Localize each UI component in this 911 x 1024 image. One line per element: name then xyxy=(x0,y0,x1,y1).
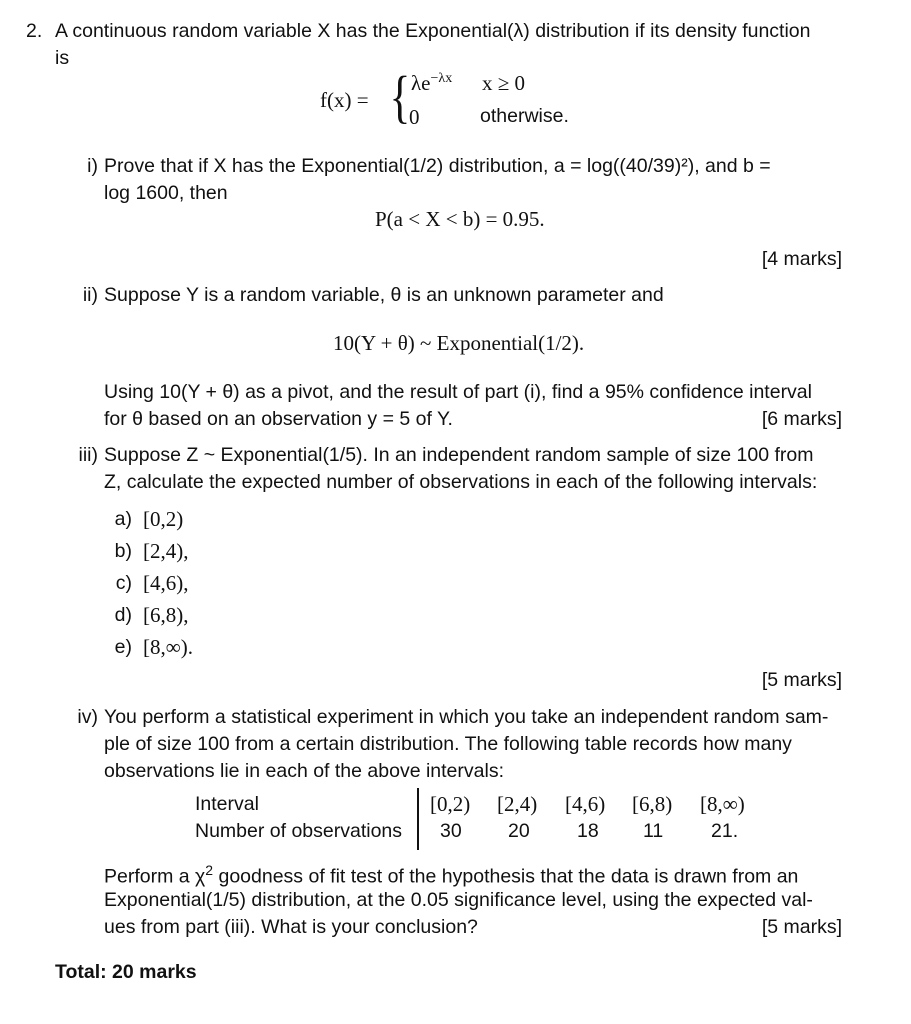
interval-item-d-label: d) xyxy=(114,604,132,626)
density-case1-condition: x ≥ 0 xyxy=(482,71,526,95)
part-iii-label: iii) xyxy=(78,444,98,466)
question-intro-line2: is xyxy=(55,47,70,69)
question-number: 2. xyxy=(26,20,43,42)
density-case2-expr: 0 xyxy=(409,105,420,129)
density-case2-condition: otherwise. xyxy=(480,105,569,127)
table-count-3: 18 xyxy=(577,820,599,842)
part-i-label: i) xyxy=(87,155,98,177)
part-iii-line1: Suppose Z ~ Exponential(1/5). In an independent random sample of size 100 from xyxy=(104,444,814,466)
part-iii-marks: [5 marks] xyxy=(761,669,842,691)
table-row-header-count: Number of observations xyxy=(195,820,403,842)
interval-item-e: [8,∞). xyxy=(143,635,193,659)
part-ii-line1: Suppose Y is a random variable, θ is an unknown parameter and xyxy=(104,284,664,306)
table-interval-4: [6,8) xyxy=(632,792,673,816)
table-interval-1: [0,2) xyxy=(430,792,471,816)
table-count-2: 20 xyxy=(508,820,530,842)
part-i-line2: log 1600, then xyxy=(104,182,228,204)
part-ii-label: ii) xyxy=(82,284,98,306)
density-lhs: f(x) = xyxy=(320,88,369,112)
part-iv-line2: ple of size 100 from a certain distribution. The following table records how many xyxy=(104,733,792,755)
interval-item-c-label: c) xyxy=(115,572,132,594)
part-ii-line2: Using 10(Y + θ) as a pivot, and the result of part (i), find a 95% confidence interval xyxy=(104,381,812,403)
interval-item-c: [4,6), xyxy=(143,571,189,595)
interval-item-a: [0,2) xyxy=(143,507,184,531)
part-iv-line4: Perform a $\chi^2$ goodness of fit test of the hypothesis that the data is drawn from an xyxy=(104,862,799,888)
part-i-display-equation: P(a < X < b) = 0.95. xyxy=(375,207,545,231)
part-ii-display-equation: 10(Y + θ) ~ Exponential(1/2). xyxy=(333,331,585,355)
question-intro-line1: A continuous random variable X has the Exponential(λ) distribution if its density function xyxy=(55,20,811,42)
part-iv-line3: observations lie in each of the above intervals: xyxy=(104,760,504,782)
table-count-1: 30 xyxy=(440,820,462,842)
table-interval-2: [2,4) xyxy=(497,792,538,816)
interval-item-b: [2,4), xyxy=(143,539,189,563)
part-i-marks: [4 marks] xyxy=(761,248,842,270)
part-iv-line6: ues from part (iii). What is your conclusion? xyxy=(104,916,478,938)
table-count-5: 21. xyxy=(711,820,739,842)
table-row-header-interval: Interval xyxy=(195,793,259,815)
table-interval-5: [8,∞) xyxy=(700,792,745,816)
interval-item-e-label: e) xyxy=(114,636,132,658)
total-marks: Total: 20 marks xyxy=(55,961,197,983)
part-iv-line5: Exponential(1/5) distribution, at the 0.05 significance level, using the expected val- xyxy=(104,889,813,911)
part-iii-line2: Z, calculate the expected number of observations in each of the following intervals: xyxy=(104,471,818,493)
table-interval-3: [4,6) xyxy=(565,792,606,816)
interval-item-a-label: a) xyxy=(114,508,132,530)
part-iv-label: iv) xyxy=(77,706,98,728)
density-case1-expr: $\lambda e^{-\lambda x}$ xyxy=(411,71,453,95)
part-iv-line1: You perform a statistical experiment in which you take an independent random sam- xyxy=(104,706,829,728)
density-brace: { xyxy=(389,64,411,129)
interval-item-b-label: b) xyxy=(114,540,132,562)
part-ii-marks: [6 marks] xyxy=(761,408,842,430)
table-count-4: 11 xyxy=(643,820,664,842)
part-iv-marks: [5 marks] xyxy=(761,916,842,938)
table-divider xyxy=(417,788,419,850)
part-ii-line3: for θ based on an observation y = 5 of Y. xyxy=(104,408,453,430)
part-i-line1: Prove that if X has the Exponential(1/2) distribution, a = log((40/39)²), and b = xyxy=(104,155,771,177)
interval-item-d: [6,8), xyxy=(143,603,189,627)
